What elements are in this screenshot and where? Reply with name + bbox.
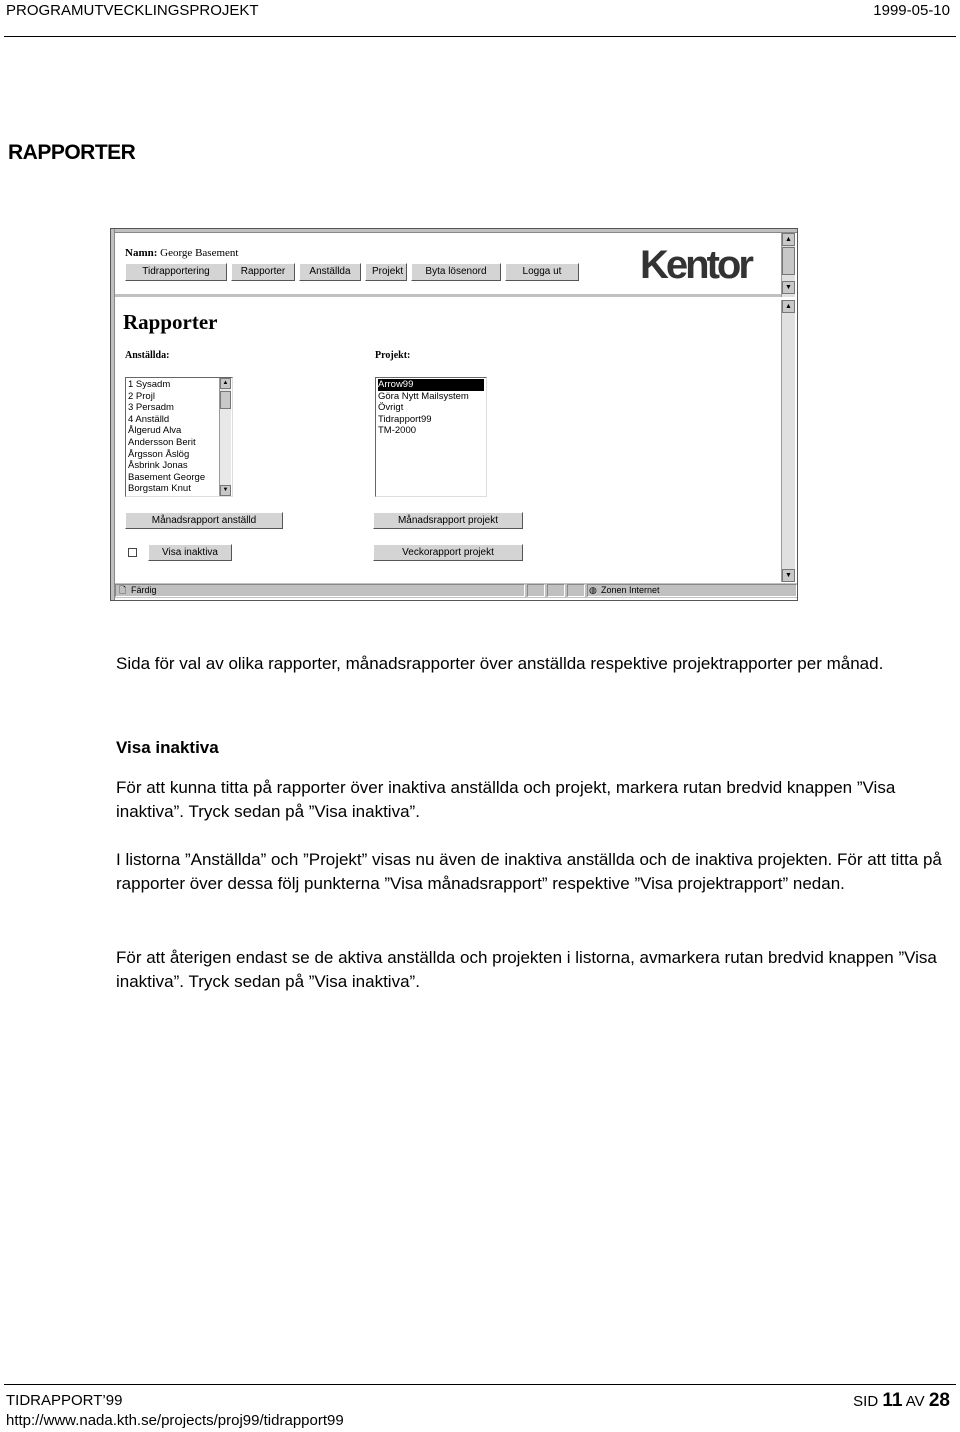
page-of: AV bbox=[905, 1393, 925, 1410]
header-left: PROGRAMUTVECKLINGSPROJEKT bbox=[6, 2, 259, 19]
nav-frame bbox=[115, 233, 781, 297]
content-scrollbar[interactable] bbox=[781, 300, 795, 582]
browser-status-bar bbox=[115, 582, 797, 598]
list-item[interactable]: 4 Anställd bbox=[128, 413, 170, 425]
list-item[interactable]: Borgstam Knut bbox=[128, 483, 191, 495]
show-inactive-button[interactable]: Visa inaktiva bbox=[148, 544, 232, 561]
page-prefix: SID bbox=[853, 1393, 879, 1410]
header-date: 1999-05-10 bbox=[873, 2, 950, 19]
footer-divider bbox=[4, 1384, 956, 1385]
employees-listbox[interactable] bbox=[125, 377, 233, 497]
kentor-logo: Kentor bbox=[640, 243, 751, 287]
list-item-selected[interactable]: Arrow99 bbox=[378, 379, 484, 391]
employees-label: Anställda: bbox=[125, 350, 170, 361]
status-segment bbox=[567, 584, 585, 597]
status-segment bbox=[115, 584, 525, 597]
nav-tidrapportering-button[interactable]: Tidrapportering bbox=[125, 263, 227, 281]
reports-page bbox=[115, 300, 781, 582]
status-segment bbox=[527, 584, 545, 597]
scroll-down-icon[interactable]: ▼ bbox=[782, 281, 795, 294]
status-segment bbox=[547, 584, 565, 597]
nav-scrollbar[interactable] bbox=[781, 233, 795, 297]
footer-url: http://www.nada.kth.se/projects/proj99/tidrapport99 bbox=[6, 1412, 344, 1429]
projects-label: Projekt: bbox=[375, 350, 411, 361]
paragraph: I listorna ”Anställda” och ”Projekt” visas nu även de inaktiva anställda och de inaktiva projekten. För att titta på rapporter över dessa följ punkterna ”Visa månadsrapport” respektive ”Visa projektrapport” nedan. bbox=[116, 850, 942, 893]
page-number bbox=[853, 1390, 950, 1412]
list-item[interactable]: Göra Nytt Mailsystem bbox=[378, 390, 469, 402]
list-item[interactable]: Andersson Berit bbox=[128, 436, 196, 448]
scroll-up-icon[interactable]: ▲ bbox=[782, 233, 795, 246]
list-item[interactable]: 3 Persadm bbox=[128, 402, 174, 414]
status-text: Färdig bbox=[131, 585, 157, 595]
monthly-project-report-button[interactable]: Månadsrapport projekt bbox=[373, 512, 523, 529]
section-title: RAPPORTER bbox=[8, 141, 136, 164]
nav-change-password-button[interactable]: Byta lösenord bbox=[411, 263, 501, 281]
zone-text: Zonen Internet bbox=[601, 585, 660, 595]
list-item[interactable]: TM-2000 bbox=[378, 425, 417, 437]
list-item[interactable]: Övrigt bbox=[378, 402, 404, 414]
paragraph: För att kunna titta på rapporter över inaktiva anställda och projekt, markera rutan bredvid knappen ”Visa inaktiva”. Tryck sedan på ”Visa inaktiva”. bbox=[116, 778, 896, 821]
user-name-label: Namn: bbox=[125, 247, 158, 259]
nav-logout-button[interactable]: Logga ut bbox=[505, 263, 579, 281]
nav-rapporter-button[interactable]: Rapporter bbox=[231, 263, 295, 281]
list-item[interactable]: 1 Sysadm bbox=[128, 379, 171, 390]
header-divider bbox=[4, 36, 956, 37]
list-item[interactable]: Ålgerud Alva bbox=[128, 425, 182, 437]
monthly-employee-report-button[interactable]: Månadsrapport anställd bbox=[125, 512, 283, 529]
list-item[interactable]: 2 Projl bbox=[128, 390, 155, 402]
reports-page-title: Rapporter bbox=[123, 310, 218, 334]
list-item[interactable]: Tidrapport99 bbox=[378, 413, 432, 425]
page-current: 11 bbox=[882, 1390, 903, 1411]
globe-icon: ◍ bbox=[589, 585, 597, 595]
projects-listbox[interactable] bbox=[375, 377, 487, 497]
scroll-down-icon[interactable]: ▼ bbox=[782, 569, 795, 582]
nav-buttons bbox=[125, 263, 579, 281]
list-item[interactable]: Årgsson Åslög bbox=[128, 448, 190, 460]
nav-anstallda-button[interactable]: Anställda bbox=[299, 263, 361, 281]
scroll-thumb[interactable] bbox=[220, 391, 231, 409]
ie-page-icon: 🗋 bbox=[119, 585, 127, 595]
list-item[interactable]: Basement George bbox=[128, 471, 206, 483]
scroll-down-icon[interactable]: ▼ bbox=[220, 485, 231, 496]
list-item[interactable]: Åsbrink Jonas bbox=[128, 460, 188, 472]
scroll-up-icon[interactable]: ▲ bbox=[782, 300, 795, 313]
screenshot-caption: Sida för val av olika rapporter, månadsrapporter över anställda respektive projektrapporter per månad. bbox=[116, 654, 884, 673]
subheading: Visa inaktiva bbox=[116, 738, 219, 757]
weekly-project-report-button[interactable]: Veckorapport projekt bbox=[373, 544, 523, 561]
nav-projekt-button[interactable]: Projekt bbox=[365, 263, 407, 281]
page-total: 28 bbox=[928, 1390, 950, 1411]
user-name bbox=[125, 247, 238, 259]
scroll-thumb[interactable] bbox=[782, 247, 795, 275]
employees-scrollbar[interactable] bbox=[219, 378, 231, 496]
show-inactive-checkbox[interactable] bbox=[128, 548, 137, 557]
screenshot-figure bbox=[110, 228, 798, 601]
footer-doc-name: TIDRAPPORT’99 bbox=[6, 1392, 123, 1409]
user-name-value: George Basement bbox=[160, 247, 239, 259]
scroll-up-icon[interactable]: ▲ bbox=[220, 378, 231, 389]
paragraph: För att återigen endast se de aktiva anställda och projekten i listorna, avmarkera rutan bredvid knappen ”Visa inaktiva”. Tryck sedan på ”Visa inaktiva”. bbox=[116, 948, 937, 991]
